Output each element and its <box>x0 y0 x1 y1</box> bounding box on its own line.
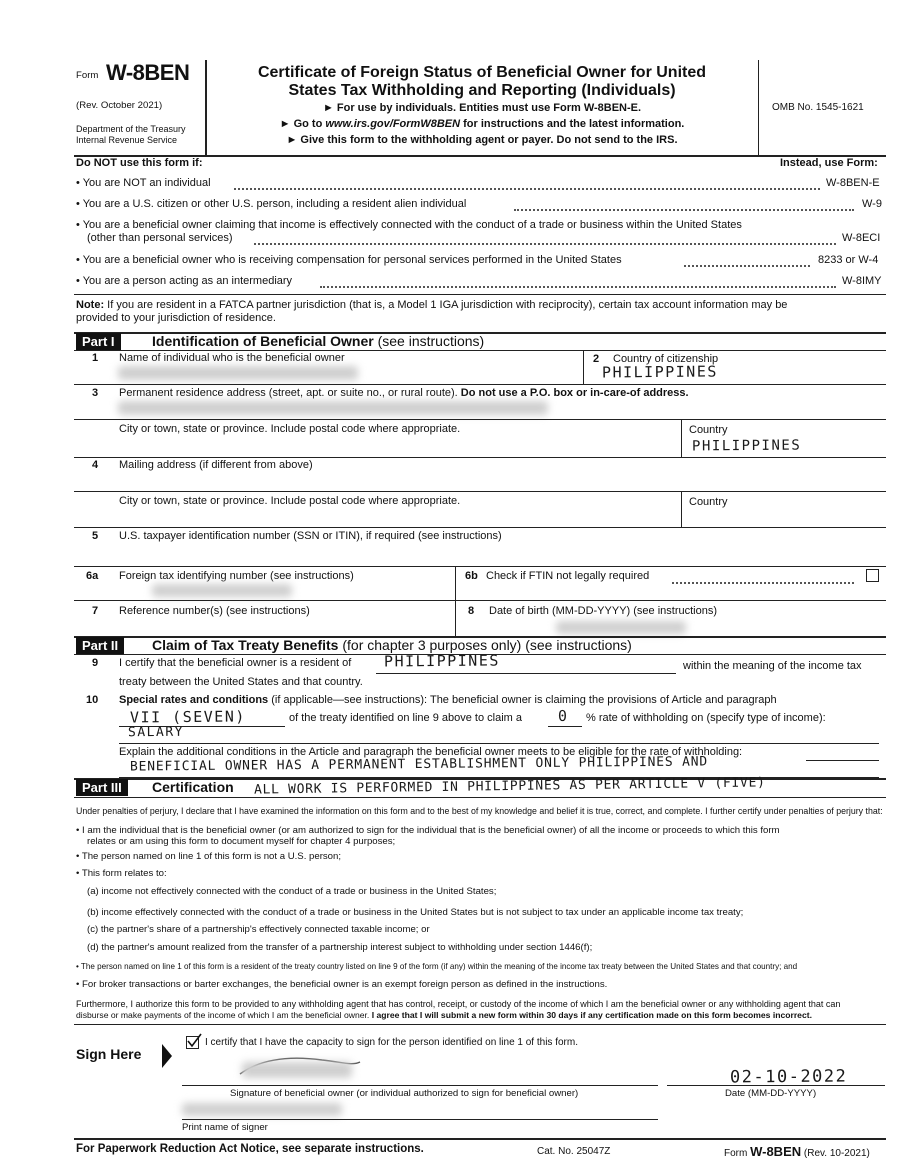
part2-title: Claim of Tax Treaty Benefits (for chapter 3 purposes only) (see instructions) <box>152 637 632 653</box>
instructions-note: ► Go to www.irs.gov/FormW8BEN for instructions and the latest information. <box>279 118 685 130</box>
residence-country-value[interactable]: PHILIPPINES <box>691 437 802 455</box>
line10-rate-text: % rate of withholding on (specify type of income): <box>586 712 826 724</box>
give-note: ► Give this form to the withholding agent or payer. Do not send to the IRS. <box>286 134 678 146</box>
perjury-statement: Under penalties of perjury, I declare that I have examined the information on this form and to the best of my knowledge and belief it is true, correct, and complete. I further certify under penalties of perjury that: <box>76 806 883 816</box>
donot-form-2: W-9 <box>862 198 882 210</box>
cert-bullet-3: • This form relates to: <box>76 868 167 879</box>
sign-here-label: Sign Here <box>76 1046 142 1062</box>
omb-number: OMB No. 1545-1621 <box>772 102 864 113</box>
address-field-redacted[interactable] <box>118 401 548 415</box>
capacity-label: I certify that I have the capacity to sign for the person identified on line 1 of this form. <box>205 1037 578 1048</box>
ftin-field-redacted[interactable] <box>152 584 292 597</box>
relates-b: (b) income effectively connected with the conduct of a trade or business in the United States but is not subject to tax under an applicable income tax treaty; <box>87 907 744 918</box>
relates-a: (a) income not effectively connected with the conduct of a trade or business in the United States; <box>87 886 497 897</box>
part1-title: Identification of Beneficial Owner (see instructions) <box>152 333 485 349</box>
donot-item-4: • You are a beneficial owner who is receiving compensation for personal services performed in the United States <box>76 254 622 266</box>
donot-item-2: • You are a U.S. citizen or other U.S. person, including a resident alien individual <box>76 198 467 210</box>
part2-label: Part II <box>76 637 124 654</box>
name-field-redacted[interactable] <box>118 366 358 380</box>
relates-d: (d) the partner's amount realized from the transfer of a partnership interest subject to withholding under section 1446(f); <box>87 942 593 953</box>
line8-num: 8 <box>468 605 475 617</box>
line9-label-c: treaty between the United States and that country. <box>119 676 363 688</box>
donot-item-3b: (other than personal services) <box>87 232 233 244</box>
dept-irs: Internal Revenue Service <box>76 135 178 145</box>
signature-label: Signature of beneficial owner (or individual authorized to sign for beneficial owner) <box>230 1088 579 1099</box>
ftin-not-required-checkbox[interactable] <box>866 569 879 582</box>
line3-num: 3 <box>92 387 99 399</box>
line7-num: 7 <box>92 605 99 617</box>
donot-form-3: W-8ECI <box>842 232 881 244</box>
paperwork-notice: For Paperwork Reduction Act Notice, see separate instructions. <box>76 1143 424 1155</box>
footer-form: Form W-8BEN (Rev. 10-2021) <box>724 1144 870 1159</box>
signature-redacted[interactable] <box>242 1062 352 1078</box>
cert-bullet-1: • I am the individual that is the beneficial owner (or am authorized to sign for the individual that is the beneficial owner) of all the income or proceeds to which this form <box>76 825 780 836</box>
country-label-1: Country <box>689 424 728 436</box>
explanation-line-2[interactable]: ALL WORK IS PERFORMED IN PHILIPPINES AS PER ARTICLE V (FIVE) <box>253 775 766 798</box>
donot-item-1: • You are NOT an individual <box>76 177 211 189</box>
line10-treaty-text: of the treaty identified on line 9 above to claim a <box>289 712 522 724</box>
fatca-note-2: provided to your jurisdiction of residence. <box>76 312 276 324</box>
explanation-line-1[interactable]: BENEFICIAL OWNER HAS A PERMANENT ESTABLISHMENT ONLY PHILIPPINES AND <box>129 754 709 775</box>
donot-item-3: • You are a beneficial owner claiming that income is effectively connected with the conduct of a trade or business within the United States <box>76 219 742 231</box>
form-name: W-8BEN <box>106 60 190 85</box>
income-type-value[interactable]: SALARY <box>127 724 185 741</box>
line2-num: 2 <box>593 353 600 365</box>
line5-num: 5 <box>92 530 99 542</box>
line10-num: 10 <box>86 694 99 706</box>
print-name-label: Print name of signer <box>182 1122 268 1133</box>
line4-num: 4 <box>92 459 99 471</box>
city-label-2: City or town, state or province. Include postal code where appropriate. <box>119 495 461 507</box>
part1-label: Part I <box>76 333 121 350</box>
donot-form-4: 8233 or W-4 <box>818 254 879 266</box>
donot-item-5: • You are a person acting as an intermediary <box>76 275 293 287</box>
form-title-line1: Certificate of Foreign Status of Beneficial Owner for United <box>257 64 707 81</box>
line6b-num: 6b <box>465 570 478 582</box>
country-label-2: Country <box>689 496 728 508</box>
line1-label: Name of individual who is the beneficial owner <box>119 352 345 364</box>
treaty-country-value[interactable]: PHILIPPINES <box>383 651 500 671</box>
line9-label: I certify that the beneficial owner is a resident of <box>119 657 352 669</box>
line6a-label: Foreign tax identifying number (see instructions) <box>119 570 354 582</box>
line9-num: 9 <box>92 657 99 669</box>
line2-label: Country of citizenship <box>613 353 719 365</box>
part3-title: Certification <box>152 779 234 795</box>
line10-label: Special rates and conditions (if applicable—see instructions): The beneficial owner is claiming the provisions of Article and paragraph <box>119 694 777 706</box>
catalog-number: Cat. No. 25047Z <box>537 1146 611 1157</box>
form-title-line2: States Tax Withholding and Reporting (Individuals) <box>288 82 676 99</box>
rate-value[interactable]: 0 <box>557 706 569 726</box>
relates-c: (c) the partner's share of a partnership's effectively connected taxable income; or <box>87 924 430 935</box>
cert-bullet-4: • The person named on line 1 of this form is a resident of the treaty country listed on line 9 of the form (if any) within the meaning of the income tax treaty between the United States and that country; and <box>76 962 798 971</box>
irs-link[interactable]: www.irs.gov/FormW8BEN <box>325 118 461 130</box>
authorize-text-1: Furthermore, I authorize this form to be provided to any withholding agent that has control, receipt, or custody of the income of which I am the beneficial owner or any withholding agent that can <box>76 999 841 1009</box>
cert-bullet-2: • The person named on line 1 of this form is not a U.S. person; <box>76 851 342 862</box>
city-label-1: City or town, state or province. Include postal code where appropriate. <box>119 423 461 435</box>
form-word: Form <box>76 70 99 81</box>
dob-field-redacted[interactable] <box>556 621 686 634</box>
revision: (Rev. October 2021) <box>76 100 163 111</box>
line5-label: U.S. taxpayer identification number (SSN or ITIN), if required (see instructions) <box>119 530 502 542</box>
date-label: Date (MM-DD-YYYY) <box>725 1088 817 1099</box>
article-value[interactable]: VII (SEVEN) <box>129 707 246 727</box>
sign-date-value[interactable]: 02-10-2022 <box>729 1066 848 1088</box>
instead-heading: Instead, use Form: <box>780 157 878 169</box>
authorize-text-2: disburse or make payments of the income of which I am the beneficial owner. I agree that I will submit a new form within 30 days if any certification made on this form becomes incorrect. <box>76 1010 812 1020</box>
line8-label: Date of birth (MM-DD-YYYY) (see instructions) <box>489 605 717 617</box>
do-not-heading: Do NOT use this form if: <box>76 157 203 169</box>
line7-label: Reference number(s) (see instructions) <box>119 605 310 617</box>
donot-form-1: W-8BEN-E <box>826 177 880 189</box>
capacity-checkbox[interactable] <box>186 1036 199 1049</box>
use-note: ► For use by individuals. Entities must use Form W-8BEN-E. <box>322 102 642 114</box>
part3-label: Part III <box>76 779 128 796</box>
citizenship-value[interactable]: PHILIPPINES <box>601 362 718 382</box>
line6a-num: 6a <box>86 570 99 582</box>
fatca-note: Note: If you are resident in a FATCA partner jurisdiction (that is, a Model 1 IGA jurisdiction with reciprocity), certain tax account information may be <box>76 299 788 311</box>
line6b-label: Check if FTIN not legally required <box>486 570 650 582</box>
line3-label: Permanent residence address (street, apt. or suite no., or rural route). Do not use a P.O. box or in-care-of address. <box>119 387 689 399</box>
sign-arrow-icon <box>162 1044 172 1068</box>
line9-label-b: within the meaning of the income tax <box>683 660 862 672</box>
cert-bullet-5: • For broker transactions or barter exchanges, the beneficial owner is an exempt foreign person as defined in the instructions. <box>76 979 608 990</box>
dept-treasury: Department of the Treasury <box>76 124 186 134</box>
line4-label: Mailing address (if different from above) <box>119 459 313 471</box>
checkmark-icon <box>186 1033 202 1049</box>
donot-form-5: W-8IMY <box>842 275 882 287</box>
line10-explain-label: Explain the additional conditions in the Article and paragraph the beneficial owner meets to be eligible for the rate of withholding: <box>119 746 743 758</box>
line1-num: 1 <box>92 352 99 364</box>
cert-bullet-1b: relates or am using this form to document myself for chapter 4 purposes; <box>87 836 396 847</box>
print-name-redacted[interactable] <box>182 1103 342 1116</box>
